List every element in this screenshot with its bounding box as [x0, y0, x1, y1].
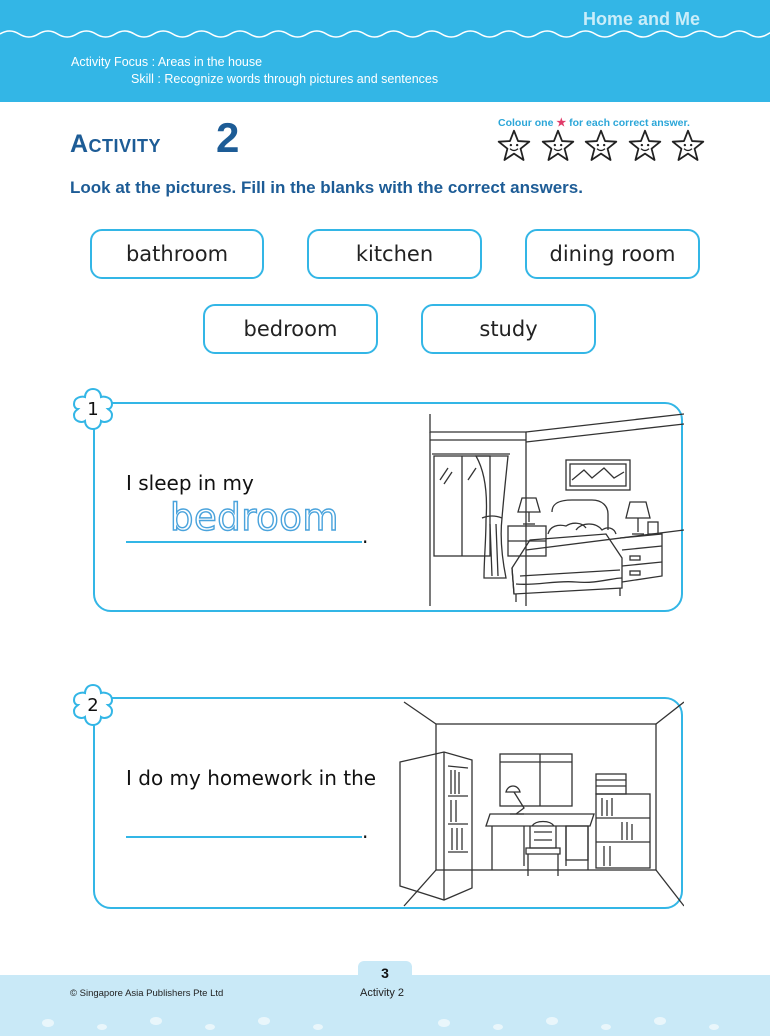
- word-bedroom[interactable]: bedroom: [203, 304, 378, 354]
- star-instruction: Colour one ★ for each correct answer.: [498, 117, 690, 129]
- question-1-blank[interactable]: [126, 541, 362, 543]
- star-icon[interactable]: [496, 128, 532, 164]
- bedroom-illustration: [426, 410, 684, 606]
- star-icon[interactable]: [540, 128, 576, 164]
- star-icon[interactable]: [627, 128, 663, 164]
- unit-title: Home and Me: [582, 9, 700, 29]
- page-number: 3: [358, 961, 412, 985]
- star-icon[interactable]: [670, 128, 706, 164]
- question-1-period: .: [362, 524, 369, 548]
- word-study[interactable]: study: [421, 304, 596, 354]
- star-icon[interactable]: [583, 128, 619, 164]
- question-1-answer: bedroom: [170, 496, 339, 539]
- copyright-text: © Singapore Asia Publishers Pte Ltd: [70, 988, 224, 999]
- activity-number: 2: [216, 114, 240, 161]
- small-star-icon: ★: [556, 117, 567, 129]
- skill-text: Skill : Recognize words through pictures and sentences: [131, 72, 439, 86]
- star-rating: [496, 128, 706, 164]
- header-band: [0, 0, 770, 102]
- question-2-blank[interactable]: [126, 836, 362, 838]
- activity-focus: Activity Focus : Areas in the house: [71, 55, 263, 69]
- study-illustration: [396, 700, 684, 908]
- question-2-period: .: [362, 819, 369, 843]
- word-dining-room[interactable]: dining room: [525, 229, 700, 279]
- word-kitchen[interactable]: kitchen: [307, 229, 482, 279]
- question-2-badge: 2: [70, 682, 116, 728]
- question-1-badge: 1: [70, 386, 116, 432]
- question-2-text: I do my homework in the: [126, 766, 377, 790]
- instruction-text: Look at the pictures. Fill in the blanks with the correct answers.: [70, 178, 583, 197]
- word-bathroom[interactable]: bathroom: [90, 229, 264, 279]
- footer-activity-label: Activity 2: [360, 987, 405, 999]
- activity-label: Activity: [70, 130, 162, 158]
- question-1-text: I sleep in my: [126, 471, 254, 495]
